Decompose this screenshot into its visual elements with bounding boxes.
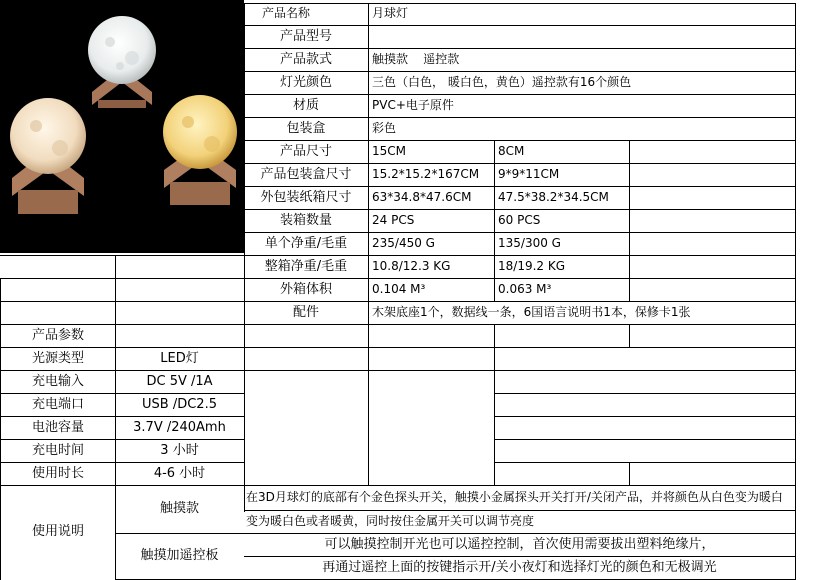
label-carton-volume: 外箱体积 [279,282,332,297]
label-unit-weight: 单个净重/毛重 [264,236,348,251]
param-value-charge-input: DC 5V /1A [146,374,213,389]
param-label-light-source: 光源类型 [32,351,85,366]
label-carton-size: 外包装纸箱尺寸 [260,190,352,205]
param-value-charge-port: USB /DC2.5 [142,397,217,412]
label-style: 产品款式 [279,52,332,67]
value-box-size-2: 9*9*11CM [498,167,560,181]
value-package-box: 彩色 [372,121,397,135]
label-material: 材质 [292,98,319,113]
param-value-light-source: LED灯 [160,351,199,366]
param-label-usage-time: 使用时长 [32,466,85,481]
value-product-size-2: 8CM [498,144,525,158]
params-title: 产品参数 [32,328,85,343]
label-carton-weight: 整箱净重/毛重 [264,259,348,274]
value-style: 触摸款 遥控款 [372,52,460,66]
product-photo [0,0,244,253]
param-value-charge-time: 3 小时 [160,443,199,458]
label-model: 产品型号 [279,29,332,44]
value-accessories: 木架底座1个，数据线一条，6国语言说明书1本，保修卡1张 [372,305,691,319]
param-label-battery: 电池容量 [32,420,85,435]
usage-remote-label: 触摸加遥控板 [140,548,219,563]
value-product-size-1: 15CM [372,144,407,158]
value-carton-volume-1: 0.104 M³ [372,282,426,296]
value-carton-volume-2: 0.063 M³ [498,282,552,296]
param-label-charge-time: 充电时间 [32,443,85,458]
usage-touch-line1: 在3D月球灯的底部有个金色探头开关，触摸小金属探头开关打开/关闭产品，并将颜色从白色变为暖白 [246,490,783,504]
label-box-size: 产品包装盒尺寸 [260,167,352,182]
label-product-size: 产品尺寸 [279,144,332,159]
value-unit-weight-2: 135/300 G [498,236,561,250]
param-label-charge-input: 充电输入 [32,374,85,389]
param-value-usage-time: 4-6 小时 [153,466,206,481]
usage-touch-line2: 变为暖白色或者暖黄，同时按住金属开关可以调节亮度 [246,514,535,528]
value-box-size-1: 15.2*15.2*167CM [372,167,480,181]
moon-lamp-photo [0,0,244,253]
param-label-charge-port: 充电端口 [32,397,85,412]
label-light-color: 灯光颜色 [279,75,332,90]
value-unit-weight-1: 235/450 G [372,236,435,250]
label-packing-qty: 装箱数量 [279,213,332,228]
value-carton-size-2: 47.5*38.2*34.5CM [498,190,609,204]
value-light-color: 三色（白色， 暖白色，黄色）遥控款有16个颜色 [372,75,632,89]
usage-touch-label: 触摸款 [159,501,199,516]
value-carton-weight-2: 18/19.2 KG [498,259,566,273]
usage-remote-line1: 可以触摸控制开光也可以遥控控制，首次使用需要拔出塑料绝缘片， [324,537,715,552]
value-carton-weight-1: 10.8/12.3 KG [372,259,451,273]
moon-lamp-warm-white [10,98,86,214]
label-product-name: 产品名称 [262,6,311,20]
param-value-battery: 3.7V /240Amh [133,420,226,435]
label-accessories: 配件 [292,305,319,320]
usage-label: 使用说明 [32,524,85,539]
value-packing-qty-1: 24 PCS [372,213,415,227]
value-carton-size-1: 63*34.8*47.6CM [372,190,472,204]
value-packing-qty-2: 60 PCS [498,213,541,227]
value-product-name: 月球灯 [372,6,409,20]
usage-remote-line2: 再通过遥控上面的按键指示开/关小夜灯和选择灯光的颜色和无极调光 [322,560,717,575]
label-package-box: 包装盒 [286,121,326,136]
value-material: PVC+电子原件 [372,98,454,112]
moon-lamp-yellow [163,95,237,205]
moon-lamp-white [88,16,156,108]
